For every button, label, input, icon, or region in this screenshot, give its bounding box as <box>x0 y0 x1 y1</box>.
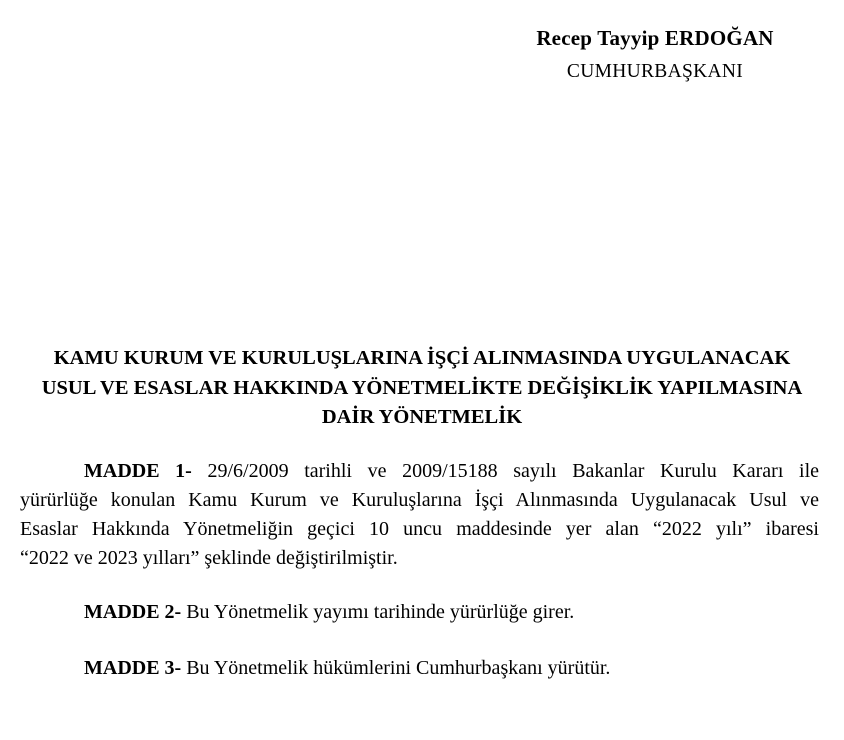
regulation-title <box>10 344 834 433</box>
article-2-text: Bu Yönetmelik yayımı tarihinde yürürlüğe girer. <box>186 601 575 623</box>
article-3 <box>20 654 844 683</box>
article-3-label: MADDE 3- <box>84 657 182 679</box>
regulation-title-line: USUL VE ESASLAR HAKKINDA YÖNETMELİKTE DEĞİŞİKLİK YAPILMASINA <box>41 376 803 399</box>
article-2-label: MADDE 2- <box>84 601 182 623</box>
signatory-name: Recep Tayyip ERDOĞAN <box>536 26 774 50</box>
article-1-text-line: “2022 ve 2023 yılları” şeklinde değiştirilmiştir. <box>20 547 398 569</box>
article-1 <box>20 457 819 573</box>
article-1-first-line <box>20 457 819 486</box>
signature-block <box>500 24 810 86</box>
article-1-label: MADDE 1- <box>84 460 192 482</box>
regulation-title-line: KAMU KURUM VE KURULUŞLARINA İŞÇİ ALINMASINDA UYGULANACAK <box>53 347 791 369</box>
article-1-text-line: yürürlüğe konulan Kamu Kurum ve Kuruluşlarına İşçi Alınmasında Uygulanacak Usul ve <box>20 489 819 511</box>
article-2 <box>20 598 844 627</box>
regulation-title-line: DAİR YÖNETMELİK <box>321 406 523 428</box>
article-1-text-line: 29/6/2009 tarihli ve 2009/15188 sayılı Bakanlar Kurulu Kararı ile <box>207 460 819 482</box>
article-1-text-line: Esaslar Hakkında Yönetmeliğin geçici 10 uncu maddesinde yer alan “2022 yılı” ibaresi <box>20 518 819 540</box>
signatory-title: CUMHURBAŞKANI <box>566 61 744 82</box>
article-3-text: Bu Yönetmelik hükümlerini Cumhurbaşkanı yürütür. <box>186 657 611 679</box>
